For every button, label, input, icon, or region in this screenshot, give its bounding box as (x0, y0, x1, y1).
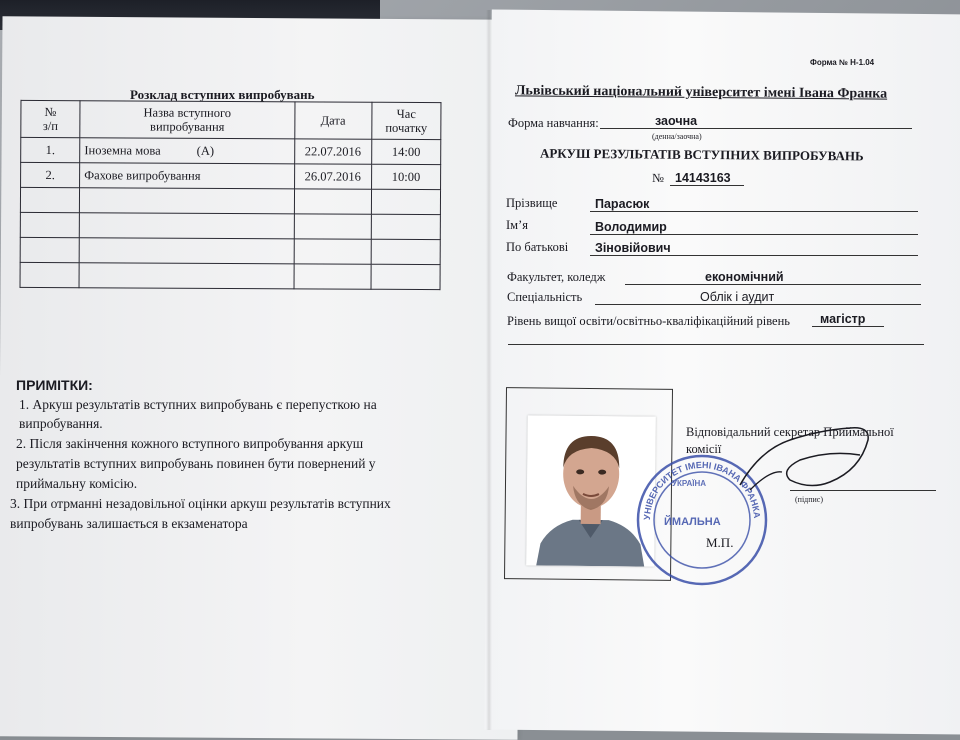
number-line (670, 185, 744, 186)
exam-name-text: Іноземна мова (84, 143, 160, 157)
stamp-text-side: УКРАЇНА (672, 479, 706, 488)
header-name: Назва вступного випробування (80, 101, 295, 139)
university-name: Львівський національний університет імені Івана Франка (515, 83, 887, 102)
signature (730, 410, 880, 500)
specialty-value: Облік і аудит (700, 290, 774, 304)
faculty-line (625, 284, 921, 285)
row-number (20, 237, 79, 262)
specialty-line (595, 304, 921, 305)
page-fold (486, 10, 492, 730)
notes-block (10, 376, 440, 533)
table-row (20, 262, 440, 289)
row-time: 10:00 (371, 164, 440, 189)
note-1a: 1. Аркуш результатів вступних випробувань є перепусткою на (10, 395, 440, 414)
table-row (21, 162, 441, 189)
header-number: № з/п (21, 100, 80, 137)
table-row (20, 187, 440, 214)
row-number (20, 187, 79, 212)
signature-hint: (підпис) (795, 495, 823, 504)
faculty-label: Факультет, коледж (507, 270, 605, 285)
sheet-title: АРКУШ РЕЗУЛЬТАТІВ ВСТУПНИХ ВИПРОБУВАНЬ (540, 146, 864, 165)
header-time: Час початку (372, 102, 441, 139)
form-number: Форма № Н-1.04 (810, 58, 874, 67)
exam-name-text: Фахове випробування (84, 168, 200, 183)
level-value: магістр (820, 312, 865, 326)
name-label: Ім’я (506, 218, 528, 233)
row-date: 22.07.2016 (294, 139, 371, 164)
secretary-label: Відповідальний секретар Приймальної комісії (686, 424, 926, 458)
signature-line (790, 490, 936, 491)
note-3a: 3. При отрманні незадовільної оцінки аркуш результатів вступних (10, 494, 440, 513)
name-line (590, 234, 918, 235)
study-form-hint: (денна/заочна) (652, 132, 702, 141)
row-exam-name (80, 188, 295, 214)
patronymic-label: По батькові (506, 240, 568, 255)
exam-variant: (А) (197, 143, 214, 158)
study-form-label: Форма навчання: (508, 116, 599, 131)
row-exam-name (79, 263, 294, 289)
study-form-value: заочна (655, 114, 697, 128)
surname-label: Прізвище (506, 196, 557, 211)
row-time (371, 239, 440, 264)
specialty-label: Спеціальність (507, 290, 582, 305)
schedule-table (20, 100, 442, 290)
row-date: 26.07.2016 (294, 164, 371, 189)
row-time (371, 189, 440, 214)
schedule-title: Розклад вступних випробувань (130, 87, 314, 103)
stamp-place-label: М.П. (706, 535, 733, 551)
stamp-text-top: УНІВЕРСИТЕТ ІМЕНІ ІВАНА ФРАНКА (642, 460, 762, 520)
faculty-value: економічний (705, 270, 784, 284)
table-row (21, 137, 441, 164)
patronymic-line (590, 255, 918, 256)
note-2c: приймальну комісію. (10, 474, 440, 493)
name-value: Володимир (595, 220, 667, 234)
stamp-text-center: ЙМАЛЬНА (664, 515, 721, 528)
row-time: 14:00 (371, 139, 440, 164)
row-exam-name (79, 213, 294, 239)
row-date (294, 239, 371, 264)
table-header-row (21, 100, 441, 139)
table-row (20, 237, 440, 264)
note-2a: 2. Після закінчення кожного вступного випробування аркуш (10, 434, 440, 453)
surname-value: Парасюк (595, 197, 649, 211)
row-date (294, 264, 371, 289)
table-row (20, 212, 440, 239)
level-line (812, 326, 884, 327)
note-1b: випробування. (10, 414, 440, 433)
note-2b: результатів вступних випробувань повинен бути повернений у (10, 454, 440, 473)
notes-title: ПРИМІТКИ: (16, 376, 440, 395)
header-date: Дата (294, 102, 371, 139)
number-label: № (652, 171, 664, 186)
row-time (371, 214, 440, 239)
row-number: 1. (21, 137, 80, 162)
row-date (294, 189, 371, 214)
sheet-number: 14143163 (675, 171, 731, 185)
study-form-line (600, 128, 912, 129)
patronymic-value: Зіновійович (595, 241, 671, 255)
row-exam-name (80, 138, 295, 164)
row-exam-name (80, 163, 295, 189)
level-line-2 (508, 344, 924, 345)
row-number: 2. (21, 162, 80, 187)
row-number (20, 212, 79, 237)
note-3b: випробувань залишається в екзаменатора (10, 514, 440, 533)
surname-line (590, 211, 918, 212)
row-exam-name (79, 238, 294, 264)
row-number (20, 262, 79, 287)
row-date (294, 214, 371, 239)
row-time (371, 264, 440, 289)
level-label: Рівень вищої освіти/освітньо-кваліфікаційний рівень (507, 314, 790, 329)
